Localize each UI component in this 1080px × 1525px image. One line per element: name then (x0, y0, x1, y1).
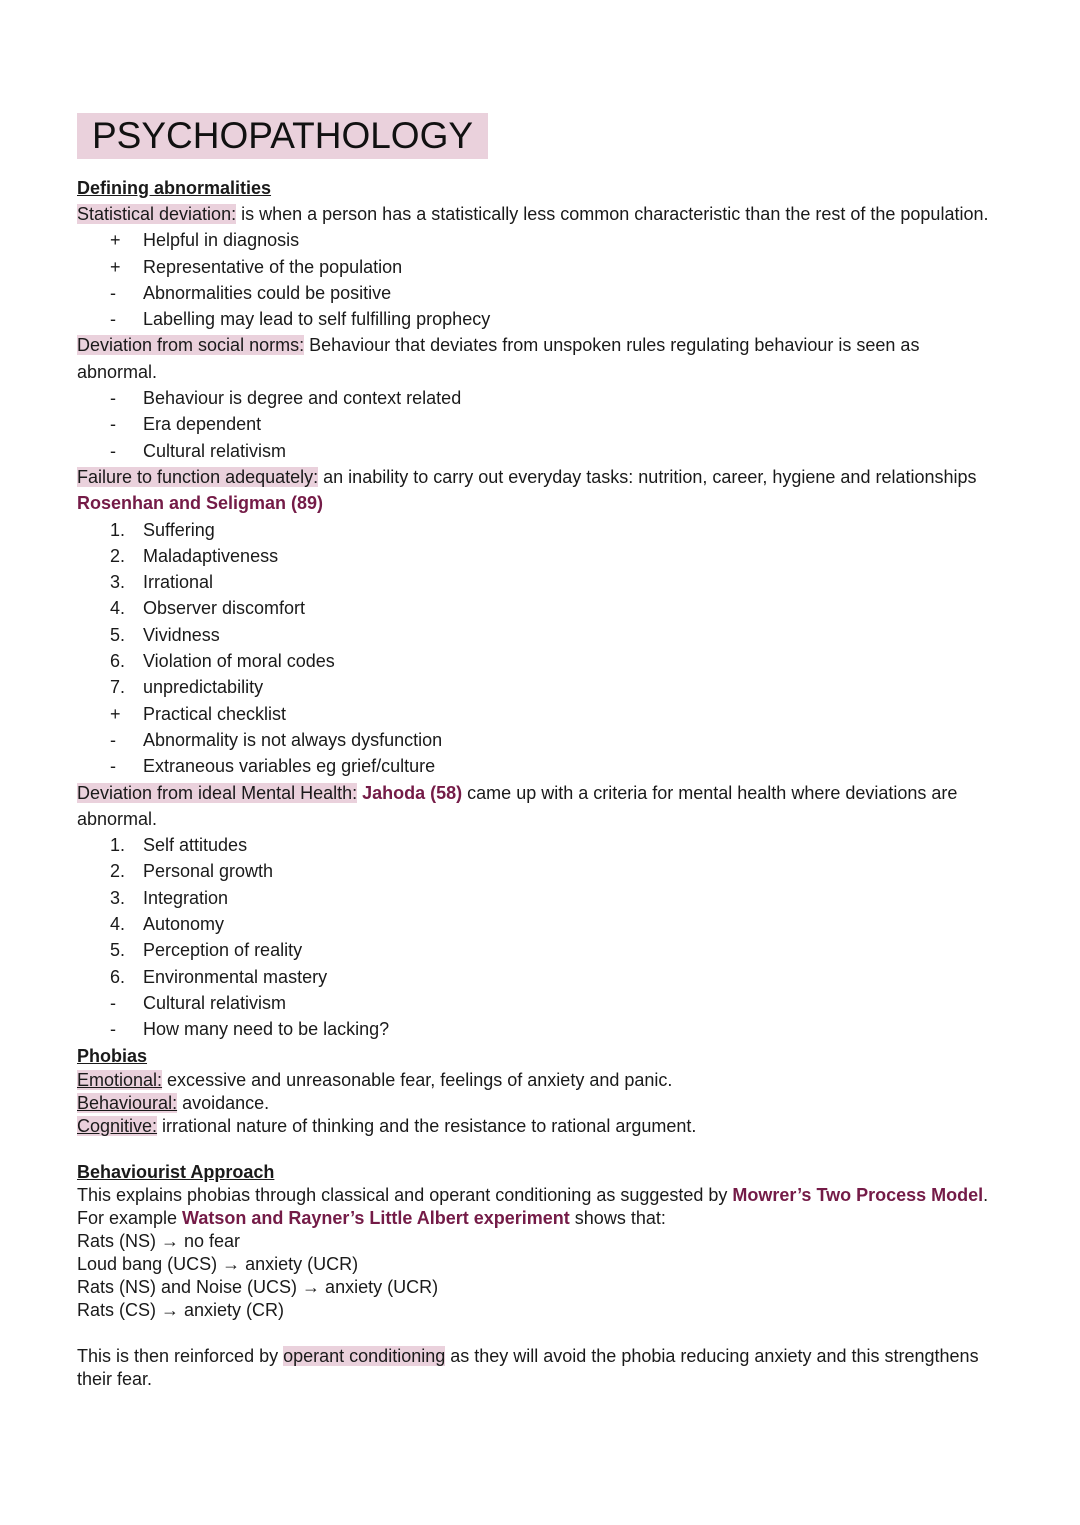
list-item-text: Self attitudes (143, 835, 248, 856)
list-item-text: Suffering (143, 519, 215, 540)
list-marker: 2. (110, 545, 126, 566)
list-item (77, 832, 997, 858)
list-item (77, 254, 997, 280)
list-marker: 1. (110, 519, 126, 540)
page-title: PSYCHOPATHOLOGY (77, 113, 488, 159)
model-mowrer: Mowrer’s Two Process Model (732, 1184, 984, 1205)
list-item (77, 648, 997, 674)
list-ideal (77, 832, 997, 1042)
list-item-text: Era dependent (143, 414, 262, 435)
list-item-text: Cultural relativism (143, 992, 287, 1013)
list-item (77, 517, 997, 543)
definition-text: came up with a criteria for mental health where deviations are abnormal. (77, 782, 958, 829)
list-item (77, 569, 997, 595)
phobia-text: avoidance. (177, 1092, 270, 1113)
document-page (77, 113, 997, 1391)
list-item-text: Abnormalities could be positive (143, 282, 392, 303)
definition-social-norms (77, 332, 997, 385)
list-item (77, 438, 997, 464)
term-highlight: Failure to function adequately: (77, 466, 319, 487)
study-rosenhan-seligman: Rosenhan and Seligman (89) (77, 493, 324, 514)
phobia-emotional (77, 1069, 997, 1092)
list-marker: 6. (110, 651, 126, 672)
list-item-text: Observer discomfort (143, 598, 306, 619)
list-marker: 5. (110, 940, 126, 961)
list-item (77, 885, 997, 911)
list-item (77, 411, 997, 437)
list-item-text: Labelling may lead to self fulfilling prophecy (143, 309, 491, 330)
definition-statistical (77, 201, 997, 227)
conditioning-step: Rats (NS) and Noise (UCS) → anxiety (UCR) (77, 1276, 439, 1297)
list-item (77, 753, 997, 779)
list-item-text: How many need to be lacking? (143, 1019, 390, 1040)
list-item (77, 701, 997, 727)
definition-failure (77, 464, 997, 490)
reinforce-text: This is then reinforced by (77, 1345, 284, 1366)
list-item (77, 385, 997, 411)
list-marker: + (110, 230, 121, 251)
conditioning-step: Rats (NS) → no fear (77, 1230, 241, 1251)
list-item-text: Extraneous variables eg grief/culture (143, 756, 436, 777)
list-marker: - (110, 1019, 116, 1040)
list-item-text: Integration (143, 887, 229, 908)
list-marker: - (110, 282, 116, 303)
list-marker: - (110, 440, 116, 461)
list-marker: 4. (110, 598, 126, 619)
list-marker: - (110, 729, 116, 750)
conditioning-step: Rats (CS) → anxiety (CR) (77, 1299, 285, 1320)
list-item-text: Abnormality is not always dysfunction (143, 729, 443, 750)
list-item-text: Environmental mastery (143, 966, 328, 987)
conditioning-step: Loud bang (UCS) → anxiety (UCR) (77, 1253, 359, 1274)
phobia-text: excessive and unreasonable fear, feelings of anxiety and panic. (162, 1069, 673, 1090)
list-marker: 6. (110, 966, 126, 987)
list-marker: 7. (110, 677, 126, 698)
list-item (77, 622, 997, 648)
section-heading-behaviourist: Behaviourist Approach (77, 1161, 275, 1182)
list-item-text: Helpful in diagnosis (143, 230, 300, 251)
intro-text: shows that: (569, 1207, 666, 1228)
section-heading-phobias: Phobias (77, 1045, 148, 1066)
list-item (77, 937, 997, 963)
list-item (77, 964, 997, 990)
list-marker: + (110, 703, 121, 724)
term-highlight: Behavioural: (77, 1092, 178, 1113)
phobia-behavioural (77, 1092, 997, 1115)
list-item-text: unpredictability (143, 677, 264, 698)
definition-text: an inability to carry out everyday tasks: nutrition, career, hygiene and relationships (318, 466, 977, 487)
section-heading-defining: Defining abnormalities (77, 178, 272, 198)
list-item (77, 543, 997, 569)
list-item-text: Autonomy (143, 914, 225, 935)
phobia-cognitive (77, 1115, 997, 1138)
term-highlight: Cognitive: (77, 1115, 158, 1136)
list-marker: 2. (110, 861, 126, 882)
list-item (77, 595, 997, 621)
list-item-text: Violation of moral codes (143, 651, 335, 672)
reinforce-text: as they will avoid the phobia reducing anxiety and this strengthens their fear. (77, 1345, 979, 1389)
study-jahoda: Jahoda (58) (357, 782, 463, 803)
list-marker: 3. (110, 572, 126, 593)
intro-text: . For example (77, 1184, 989, 1228)
list-item (77, 990, 997, 1016)
term-highlight: Emotional: (77, 1069, 163, 1090)
list-marker: 1. (110, 835, 126, 856)
list-marker: - (110, 414, 116, 435)
list-item (77, 674, 997, 700)
list-statistical (77, 227, 997, 332)
definition-text: is when a person has a statistically less common characteristic than the rest of the population. (236, 204, 989, 224)
definition-text: Behaviour that deviates from unspoken rules regulating behaviour is seen as abnormal. (77, 335, 920, 382)
term-highlight: Deviation from social norms: (77, 335, 305, 356)
list-social-norms (77, 385, 997, 464)
list-item (77, 280, 997, 306)
term-highlight: Deviation from ideal Mental Health: (77, 782, 358, 803)
list-marker: - (110, 756, 116, 777)
list-item-text: Perception of reality (143, 940, 303, 961)
list-item (77, 727, 997, 753)
term-highlight: operant conditioning (283, 1345, 446, 1366)
list-marker: 5. (110, 624, 126, 645)
list-marker: 3. (110, 887, 126, 908)
term-highlight: Statistical deviation: (77, 204, 237, 224)
list-item (77, 858, 997, 884)
list-item-text: Behaviour is degree and context related (143, 388, 462, 409)
definition-ideal-mental-health (77, 780, 997, 833)
list-marker: 4. (110, 914, 126, 935)
list-marker: - (110, 992, 116, 1013)
list-item-text: Representative of the population (143, 256, 403, 277)
list-item-text: Cultural relativism (143, 440, 287, 461)
list-marker: + (110, 256, 121, 277)
reinforcement-paragraph (77, 1345, 997, 1391)
experiment-little-albert: Watson and Rayner’s Little Albert experiment (182, 1207, 570, 1228)
behaviourist-intro (77, 1184, 997, 1230)
list-marker: - (110, 388, 116, 409)
list-item (77, 1016, 997, 1042)
list-item (77, 227, 997, 253)
list-item-text: Personal growth (143, 861, 274, 882)
phobia-text: irrational nature of thinking and the resistance to rational argument. (157, 1115, 697, 1136)
list-item-text: Vividness (143, 624, 220, 645)
list-item (77, 911, 997, 937)
list-item-text: Maladaptiveness (143, 545, 279, 566)
list-item-text: Irrational (143, 572, 214, 593)
list-item-text: Practical checklist (143, 703, 287, 724)
list-item (77, 306, 997, 332)
intro-text: This explains phobias through classical and operant conditioning as suggested by (77, 1184, 733, 1205)
phobias-list (77, 1069, 997, 1138)
list-failure (77, 517, 997, 780)
list-marker: - (110, 309, 116, 330)
